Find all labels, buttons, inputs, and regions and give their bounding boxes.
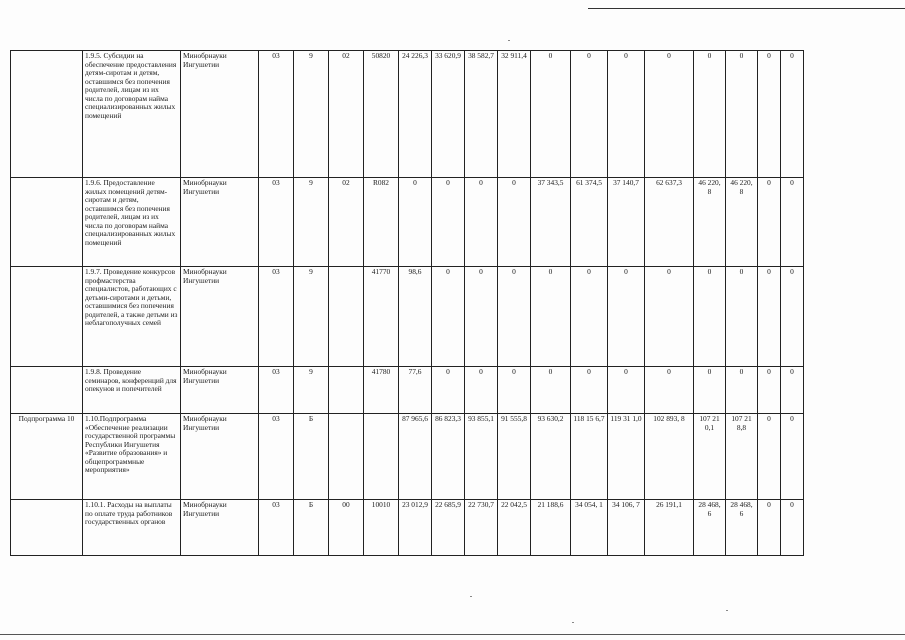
code-cell bbox=[329, 267, 364, 367]
value-cell: 0 bbox=[758, 178, 781, 267]
executor-cell: Минобрнауки Ингушетии bbox=[181, 51, 259, 178]
value-cell: 0 bbox=[758, 51, 781, 178]
budget-table bbox=[10, 50, 804, 556]
value-cell: 28 468, 6 bbox=[726, 500, 758, 556]
code-cell: 03 bbox=[259, 414, 294, 500]
value-cell: 0 bbox=[758, 367, 781, 414]
value-cell: 93 630,2 bbox=[531, 414, 571, 500]
table-row bbox=[11, 51, 804, 178]
value-cell: 0 bbox=[758, 267, 781, 367]
value-cell: 0 bbox=[758, 414, 781, 500]
code-cell: 00 bbox=[329, 500, 364, 556]
value-cell: 0 bbox=[531, 51, 571, 178]
value-cell: 102 893, 8 bbox=[645, 414, 694, 500]
value-cell: 0 bbox=[432, 267, 465, 367]
code-cell: 03 bbox=[259, 500, 294, 556]
value-cell: 0 bbox=[694, 51, 726, 178]
value-cell: 0 bbox=[726, 267, 758, 367]
executor-cell: Минобрнауки Ингушетии bbox=[181, 500, 259, 556]
value-cell: 0 bbox=[498, 267, 531, 367]
value-cell: 119 31 1,0 bbox=[608, 414, 645, 500]
value-cell: 22 042,5 bbox=[498, 500, 531, 556]
value-cell: 87 965,6 bbox=[399, 414, 432, 500]
code-cell: 41780 bbox=[364, 367, 399, 414]
value-cell: 23 012,9 bbox=[399, 500, 432, 556]
code-cell bbox=[364, 414, 399, 500]
value-cell: 0 bbox=[608, 267, 645, 367]
scan-speck bbox=[508, 40, 510, 41]
description-cell: 1.10.Подпрограмма «Обеспечение реализации государственной программы Республики Ингушетия «Развитие образования» и общепрограммные мероприятия» bbox=[83, 414, 181, 500]
section-cell bbox=[11, 367, 83, 414]
code-cell: R082 bbox=[364, 178, 399, 267]
section-cell bbox=[11, 178, 83, 267]
value-cell: 118 15 6,7 bbox=[571, 414, 608, 500]
value-cell: 0 bbox=[465, 267, 498, 367]
code-cell: 41770 bbox=[364, 267, 399, 367]
value-cell: 22 685,9 bbox=[432, 500, 465, 556]
value-cell: 0 bbox=[781, 178, 804, 267]
section-cell bbox=[11, 51, 83, 178]
scan-speck bbox=[572, 622, 574, 623]
code-cell: 03 bbox=[259, 367, 294, 414]
value-cell: 0 bbox=[781, 367, 804, 414]
value-cell: 0 bbox=[531, 367, 571, 414]
code-cell: 03 bbox=[259, 267, 294, 367]
value-cell: 0 bbox=[571, 267, 608, 367]
code-cell: Б bbox=[294, 414, 329, 500]
value-cell: 46 220, 8 bbox=[726, 178, 758, 267]
value-cell: 0 bbox=[781, 51, 804, 178]
table-row bbox=[11, 367, 804, 414]
code-cell: 9 bbox=[294, 367, 329, 414]
value-cell: 0 bbox=[758, 500, 781, 556]
value-cell: 93 855,1 bbox=[465, 414, 498, 500]
code-cell bbox=[329, 367, 364, 414]
value-cell: 0 bbox=[399, 178, 432, 267]
value-cell: 26 191,1 bbox=[645, 500, 694, 556]
value-cell: 0 bbox=[465, 367, 498, 414]
value-cell: 0 bbox=[571, 51, 608, 178]
value-cell: 0 bbox=[726, 367, 758, 414]
value-cell: 0 bbox=[645, 51, 694, 178]
value-cell: 34 054, 1 bbox=[571, 500, 608, 556]
value-cell: 0 bbox=[781, 500, 804, 556]
value-cell: 107 21 0,1 bbox=[694, 414, 726, 500]
value-cell: 0 bbox=[432, 367, 465, 414]
value-cell: 91 555,8 bbox=[498, 414, 531, 500]
value-cell: 32 911,4 bbox=[498, 51, 531, 178]
executor-cell: Минобрнауки Ингушетии bbox=[181, 267, 259, 367]
executor-cell: Минобрнауки Ингушетии bbox=[181, 414, 259, 500]
section-cell bbox=[11, 500, 83, 556]
table-row bbox=[11, 178, 804, 267]
executor-cell: Минобрнауки Ингушетии bbox=[181, 178, 259, 267]
code-cell: Б bbox=[294, 500, 329, 556]
section-cell: Подпрограмма 10 bbox=[11, 414, 83, 500]
value-cell: 22 730,7 bbox=[465, 500, 498, 556]
scan-speck bbox=[726, 610, 728, 611]
value-cell: 98,6 bbox=[399, 267, 432, 367]
code-cell: 02 bbox=[329, 178, 364, 267]
description-cell: 1.10.1. Расходы на выплаты по оплате труда работников государственных органов bbox=[83, 500, 181, 556]
value-cell: 0 bbox=[726, 51, 758, 178]
value-cell: 46 220, 8 bbox=[694, 178, 726, 267]
table-row bbox=[11, 500, 804, 556]
value-cell: 21 188,6 bbox=[531, 500, 571, 556]
code-cell: 9 bbox=[294, 267, 329, 367]
description-cell: 1.9.6. Предоставление жилых помещений детям-сиротам и детям, оставшимся без попечения родителей, лицам из их числа по договорам найма специализированных жилых помещений bbox=[83, 178, 181, 267]
value-cell: 86 823,3 bbox=[432, 414, 465, 500]
value-cell: 37 343,5 bbox=[531, 178, 571, 267]
value-cell: 38 582,7 bbox=[465, 51, 498, 178]
description-cell: 1.9.7. Проведение конкурсов профмастерства специалистов, работающих с детьми-сиротами и детьми, оставшимися без попечения родителей, а также детьми из неблагополучных семей bbox=[83, 267, 181, 367]
value-cell: 0 bbox=[781, 267, 804, 367]
value-cell: 0 bbox=[571, 367, 608, 414]
code-cell: 50820 bbox=[364, 51, 399, 178]
value-cell: 0 bbox=[645, 367, 694, 414]
value-cell: 0 bbox=[781, 414, 804, 500]
code-cell bbox=[329, 414, 364, 500]
code-cell: 10010 bbox=[364, 500, 399, 556]
value-cell: 0 bbox=[608, 51, 645, 178]
value-cell: 0 bbox=[531, 267, 571, 367]
description-cell: 1.9.5. Субсидии на обеспечение предоставления детям-сиротам и детям, оставшимся без попечения родителей, лицам из их числа по договорам найма специализированных жилых помещений bbox=[83, 51, 181, 178]
value-cell: 33 620,9 bbox=[432, 51, 465, 178]
value-cell: 0 bbox=[465, 178, 498, 267]
code-cell: 9 bbox=[294, 178, 329, 267]
code-cell: 9 bbox=[294, 51, 329, 178]
top-rule bbox=[588, 8, 905, 9]
value-cell: 61 374,5 bbox=[571, 178, 608, 267]
scan-speck bbox=[470, 596, 472, 597]
value-cell: 0 bbox=[608, 367, 645, 414]
table-row bbox=[11, 414, 804, 500]
section-cell bbox=[11, 267, 83, 367]
value-cell: 0 bbox=[432, 178, 465, 267]
value-cell: 24 226,3 bbox=[399, 51, 432, 178]
description-cell: 1.9.8. Проведение семинаров, конференций для опекунов и попечителей bbox=[83, 367, 181, 414]
table-row bbox=[11, 267, 804, 367]
value-cell: 34 106, 7 bbox=[608, 500, 645, 556]
value-cell: 0 bbox=[694, 267, 726, 367]
value-cell: 77,6 bbox=[399, 367, 432, 414]
executor-cell: Минобрнауки Ингушетии bbox=[181, 367, 259, 414]
value-cell: 107 21 8,8 bbox=[726, 414, 758, 500]
value-cell: 0 bbox=[694, 367, 726, 414]
value-cell: 0 bbox=[645, 267, 694, 367]
value-cell: 28 468, 6 bbox=[694, 500, 726, 556]
value-cell: 0 bbox=[498, 178, 531, 267]
code-cell: 02 bbox=[329, 51, 364, 178]
value-cell: 62 637,3 bbox=[645, 178, 694, 267]
code-cell: 03 bbox=[259, 178, 294, 267]
bottom-rule bbox=[0, 634, 905, 635]
value-cell: 37 140,7 bbox=[608, 178, 645, 267]
value-cell: 0 bbox=[498, 367, 531, 414]
code-cell: 03 bbox=[259, 51, 294, 178]
